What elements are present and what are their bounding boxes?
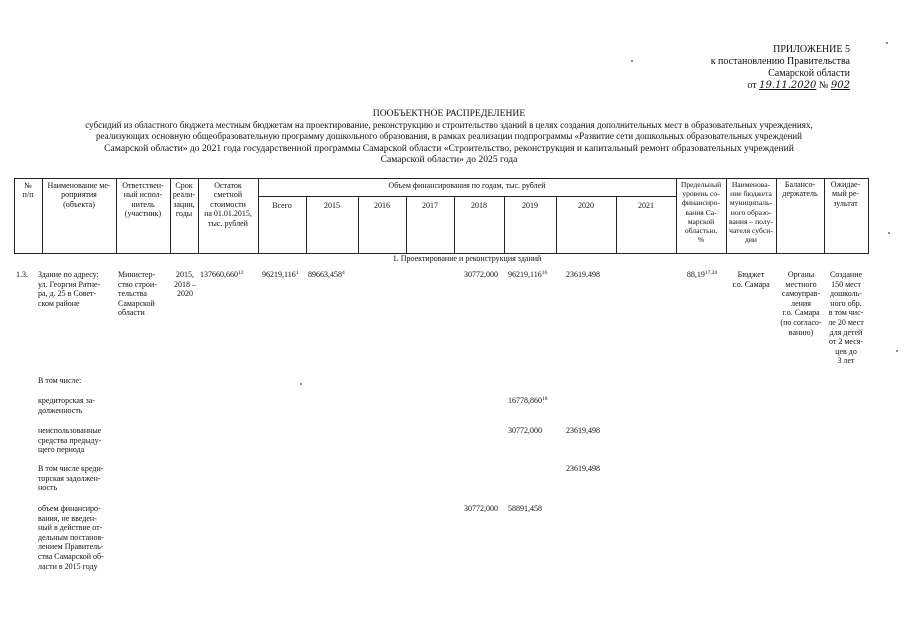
subrow-creditor-2019-cell [508,396,560,406]
header-2017: 2017 [422,201,438,210]
header-executor: Ответствен- ный испол- нитель (участник) [122,181,164,219]
header-total: Всего [272,201,292,210]
appendix-line3: Самарской области [768,68,850,79]
row-name: Здание по адресу: ул. Георгия Ратне- ра, д. 25 в Совет- ском районе [38,270,101,308]
row-result: Создание 150 мест дошколь- ного обр. в том чис- ле 20 мест для детей от 2 меся- цев до 3 лет [828,270,864,366]
row-limit: 88,19 [686,270,705,279]
header-2016: 2016 [374,201,390,210]
subrow-including: В том числе: [38,376,82,385]
row-total-sup: 1 [295,270,299,276]
header-budget: Наименова- ние бюджета муниципаль- ного образо- вания – полу- чателя субси- дии [729,180,773,245]
header-2021: 2021 [638,201,654,210]
row-2019-sup: 16 [541,270,548,276]
scan-speck [300,383,302,385]
row-2019-cell [508,270,558,280]
title-line2: реализующих основную общеобразовательную программу дошкольного образования, в рамках реализации подпрограммы «Развитие сети дошкольных образовательных учреждений [95,131,803,142]
row-total: 96219,116 [262,270,296,279]
title-line3: Самарской области» до 2021 года государственной программы Самарской области «Строительство, реконструкция и капитальный ремонт образовательных учреждений [104,142,794,154]
row-budget: Бюджет г.о. Самара [732,270,770,289]
subrow-unused-label: неиспользованные средства предыду- щего периода [38,426,102,455]
document-title [14,108,884,166]
row-balance-sup: 12 [238,270,244,276]
date-prefix: от [747,80,757,91]
subrow-creditor-2019: 16778,860 [508,396,542,405]
header-holder: Балансо- держатель [782,180,818,199]
scan-speck [631,60,633,62]
header-name: Наименование ме- роприятия (объекта) [47,181,111,209]
row-executor: Министер- ство строи- тельства Самарской области [118,270,157,318]
header-result: Ожидае- мый ре- зультат [830,180,861,208]
row-2015-sup: 4 [342,270,345,276]
title-heading: ПООБЪЕКТНОЕ РАСПРЕДЕЛЕНИЕ [372,108,526,119]
handwritten-number: 902 [830,80,850,91]
subrow-unused-2020: 23619,498 [566,426,600,435]
row-2019: 96219,116 [508,270,542,279]
header-2015: 2015 [324,201,340,210]
subrow-creditor-label: кредиторская за- долженность [38,396,95,415]
header-balance: Остаток сметной стоимости на 01.01.2015, тыс. рублей [204,181,252,228]
subrow-incl-creditor-label: В том числе креди- торская задолжен- ность [38,464,104,493]
row-2018: 30772,000 [464,270,498,279]
row-limit-sup: 17,20 [704,270,718,276]
title-line1: субсидий из областного бюджета местным бюджетам на проектирование, реконструкцию и строительство зданий в целях создания дополнительных мест в образовательных учреждениях, [85,119,813,130]
appendix-date-line [690,80,850,92]
subrow-incl-creditor-2020: 23619,498 [566,464,600,473]
row-total-cell [262,270,310,280]
header-2019: 2019 [522,201,538,210]
subrow-volume-2019: 58891,458 [508,504,542,513]
appendix-block [690,44,850,92]
appendix-line2: к постановлению Правительства [710,56,850,67]
header-limit: Предельный уровень со- финансиро- вания Са- марской областью, % [680,180,722,245]
header-num: № п/п [22,181,34,200]
row-term: 2015, 2018 – 2020 [174,270,196,299]
subrow-volume-label: объем финансиро- вания, не введен- ный в действие от- дельным постанов- лением Правитель- ства Самарской об- ласти в 2015 году [38,504,104,571]
subrow-unused-2019: 30772,000 [508,426,542,435]
title-line4: Самарской области» до 2025 года [380,154,518,166]
scan-speck [896,350,898,352]
row-num: 1.3. [16,270,28,279]
row-limit-cell [678,270,726,280]
row-balance: 137660,660 [200,270,238,279]
header-term: Срок реали- зации, годы [172,181,196,219]
subrow-volume-2018: 30772,000 [464,504,498,513]
financing-divider [258,196,676,197]
row-2015-cell [308,270,360,280]
header-financing: Объем финансирования по годам, тыс. рублей [388,181,546,190]
row-2015: 89663,458 [308,270,342,279]
handwritten-date: 19.11.2020 [759,80,817,91]
header-2020: 2020 [578,201,594,210]
appendix-title: ПРИЛОЖЕНИЕ 5 [773,44,850,55]
row-holder: Органы местного самоуправ- ления г.о. Самара (по согласо- ванию) [780,270,822,337]
header-2018: 2018 [471,201,487,210]
row-2020: 23619,498 [566,270,600,279]
number-prefix: № [818,80,829,91]
scan-speck [886,42,888,44]
row-balance-cell [200,270,256,280]
scan-speck [888,232,890,234]
subrow-creditor-sup: 18 [542,396,548,402]
section-title: 1. Проектирование и реконструкция зданий [392,254,542,263]
